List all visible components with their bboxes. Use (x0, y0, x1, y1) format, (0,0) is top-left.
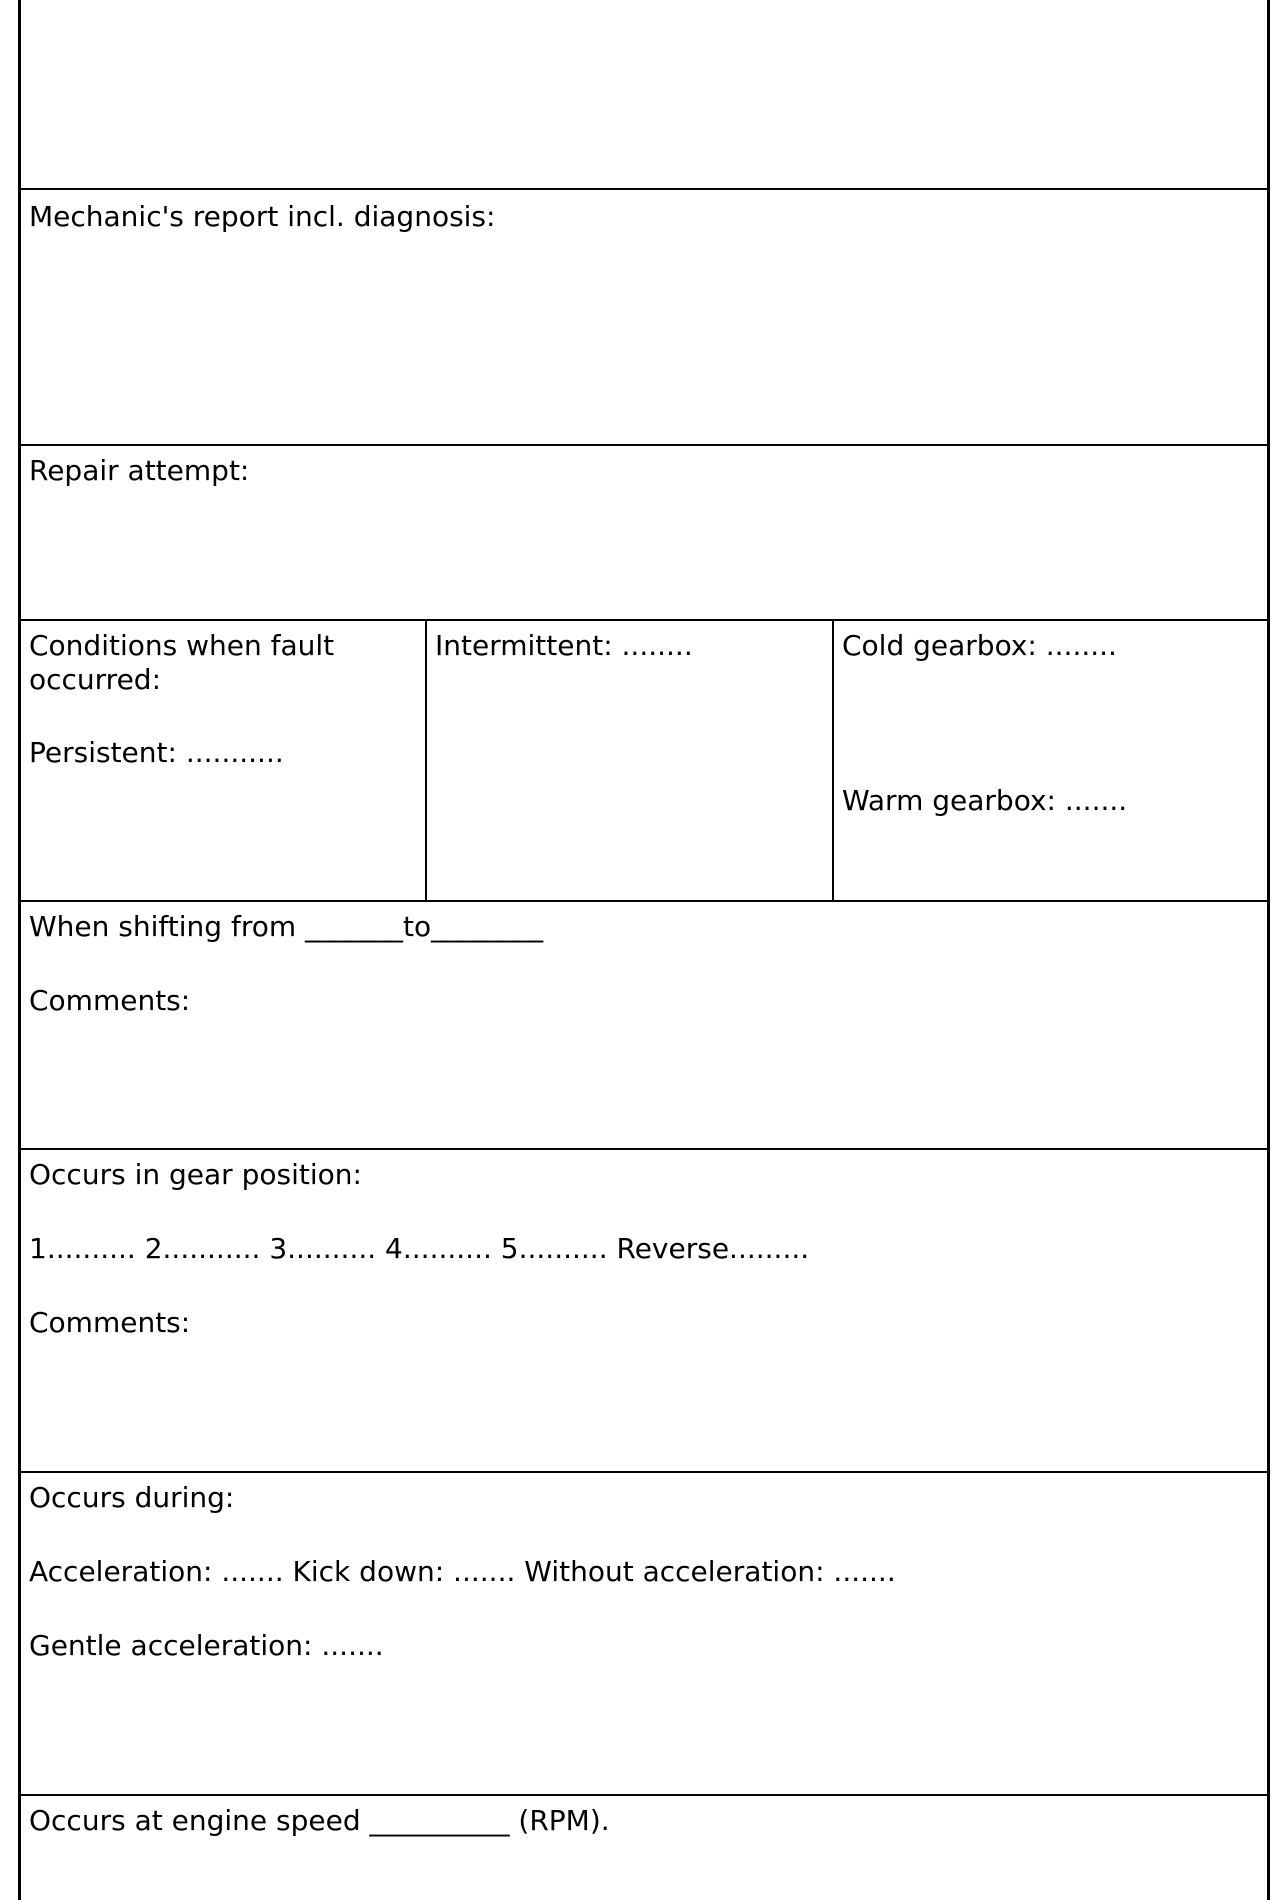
intermittent-field: Intermittent: ........ (435, 629, 693, 662)
gear-position-options: 1.......... 2........... 3.......... 4.......... 5.......... Reverse......... (29, 1232, 810, 1265)
conditions-divider-1 (425, 621, 427, 900)
acceleration-options: Acceleration: ....... Kick down: ....... Without acceleration: ....... (29, 1555, 896, 1588)
gear-comments-label: Comments: (29, 1306, 191, 1339)
gentle-acceleration-field: Gentle acceleration: ....... (29, 1629, 384, 1662)
gear-position-label: Occurs in gear position: (29, 1158, 362, 1191)
top-blank-section (21, 0, 1267, 190)
shifting-line: When shifting from _______to________ (29, 910, 544, 943)
gear-position-section (21, 1148, 1267, 1471)
occurs-during-section (21, 1471, 1267, 1794)
cold-gearbox-field: Cold gearbox: ........ (842, 629, 1117, 662)
shifting-comments-label: Comments: (29, 984, 191, 1017)
persistent-field: Persistent: ........... (29, 736, 284, 769)
occurs-during-label: Occurs during: (29, 1481, 235, 1514)
mechanics-report-label: Mechanic's report incl. diagnosis: (29, 200, 496, 233)
shifting-section (21, 900, 1267, 1148)
engine-speed-section (21, 1794, 1267, 1900)
conditions-divider-2 (832, 621, 834, 900)
repair-attempt-section (21, 444, 1267, 619)
engine-speed-line: Occurs at engine speed __________ (RPM). (29, 1804, 610, 1837)
fault-report-form (18, 0, 1270, 1900)
conditions-section (21, 619, 1267, 900)
repair-attempt-label: Repair attempt: (29, 454, 250, 487)
warm-gearbox-field: Warm gearbox: ....... (842, 784, 1128, 817)
conditions-label: Conditions when fault occurred: (29, 629, 335, 696)
mechanics-report-section (21, 188, 1267, 444)
